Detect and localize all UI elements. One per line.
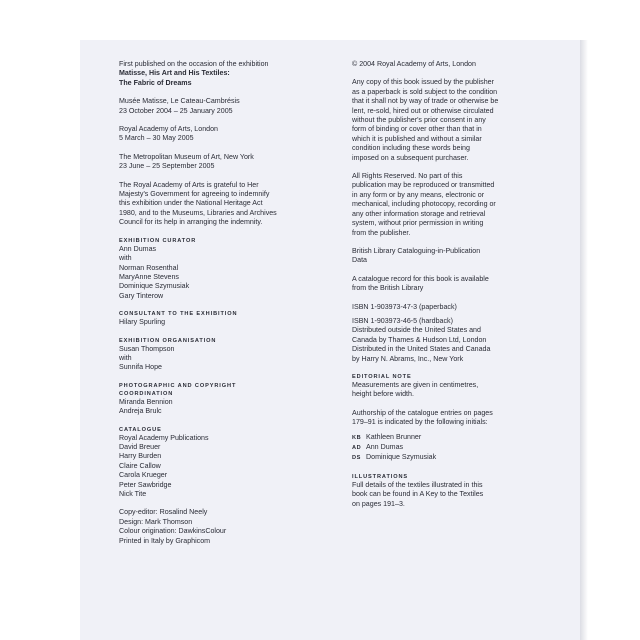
condition-line: lent, re-sold, hired out or otherwise circulated — [352, 106, 494, 115]
distribution-line: Distributed in the United States and Canada — [352, 345, 491, 354]
consultant-line: Hilary Spurling — [119, 318, 166, 327]
initials-name: Kathleen Brunner — [366, 432, 422, 441]
curator-line: Norman Rosenthal — [119, 263, 179, 272]
credit-line: Printed in Italy by Graphicom — [119, 536, 211, 545]
catalogue-heading: CATALOGUE — [119, 426, 162, 433]
condition-line: without the publisher's prior consent in any — [352, 116, 486, 125]
illustrations-line: book can be found in A Key to the Textiles — [352, 490, 484, 499]
cip-line: Data — [352, 256, 367, 265]
organisation-line: Sunnifa Hope — [119, 363, 162, 372]
curator-line: with — [119, 254, 132, 263]
cip-line: British Library Cataloguing-in-Publication — [352, 246, 481, 255]
photo-heading: COORDINATION — [119, 390, 174, 397]
rights-line: system, without prior permission in writing — [352, 219, 484, 228]
indemnity-line: this exhibition under the National Heritage Act — [119, 199, 263, 208]
rights-line: any other information storage and retrieval — [352, 209, 486, 218]
venue-dates: 5 March – 30 May 2005 — [119, 134, 194, 143]
initials-abbr: AD — [352, 445, 362, 451]
catalogue-line: Peter Sawbridge — [119, 480, 172, 489]
catalogue-line: Harry Burden — [119, 452, 162, 461]
left-column — [119, 60, 319, 546]
organisation-heading: EXHIBITION ORGANISATION — [119, 337, 217, 344]
rights-line: mechanical, including photocopy, recording or — [352, 200, 496, 209]
rights-line: publication may be reproduced or transmitted — [352, 181, 495, 190]
photo-line: Andreja Brulc — [119, 407, 162, 416]
indemnity-line: The Royal Academy of Arts is grateful to Her — [119, 180, 259, 189]
condition-line: that it shall not by way of trade or otherwise be — [352, 97, 499, 106]
condition-line: condition including these words being — [352, 144, 470, 153]
curator-line: Gary Tinterow — [119, 291, 164, 300]
initials-row — [352, 453, 527, 463]
condition-line: which it is published and without a similar — [352, 134, 482, 143]
condition-line: imposed on a subsequent purchaser. — [352, 153, 469, 162]
curator-line: MaryAnne Stevens — [119, 272, 179, 281]
photo-heading: PHOTOGRAPHIC AND COPYRIGHT — [119, 382, 237, 389]
initials-name: Dominique Szymusiak — [366, 453, 437, 462]
record-line: A catalogue record for this book is available — [352, 274, 489, 283]
credit-line: Design: Mark Thomson — [119, 517, 193, 526]
title-line: Matisse, His Art and His Textiles: — [119, 69, 230, 78]
book-page — [80, 40, 580, 640]
initials-row — [352, 433, 527, 443]
venue-dates: 23 June – 25 September 2005 — [119, 162, 215, 171]
distribution-line: by Harry N. Abrams, Inc., New York — [352, 354, 464, 363]
indemnity-line: Council for its help in arranging the indemnity. — [119, 218, 263, 227]
condition-line: as a paperback is sold subject to the condition — [352, 87, 498, 96]
page-edge-shadow — [580, 40, 588, 640]
rights-line: from the publisher. — [352, 228, 411, 237]
catalogue-line: David Breuer — [119, 442, 161, 451]
illustrations-heading: ILLUSTRATIONS — [352, 473, 409, 480]
credit-line: Colour origination: DawkinsColour — [119, 527, 227, 536]
catalogue-line: Claire Callow — [119, 461, 161, 470]
editorial-heading: EDITORIAL NOTE — [352, 373, 412, 380]
credit-line: Copy-editor: Rosalind Neely — [119, 508, 208, 517]
catalogue-line: Carola Krueger — [119, 471, 168, 480]
distribution-line: Canada by Thames & Hudson Ltd, London — [352, 335, 487, 344]
venue-name: Royal Academy of Arts, London — [119, 125, 218, 134]
catalogue-line: Royal Academy Publications — [119, 433, 209, 442]
venue-name: Musée Matisse, Le Cateau-Cambrésis — [119, 97, 240, 106]
illustrations-line: on pages 191–3. — [352, 499, 405, 508]
isbn-hardback: ISBN 1-903973-46-5 (hardback) — [352, 316, 453, 325]
curator-heading: EXHIBITION CURATOR — [119, 237, 197, 244]
venue-dates: 23 October 2004 – 25 January 2005 — [119, 106, 233, 115]
venue-name: The Metropolitan Museum of Art, New York — [119, 152, 254, 161]
right-column — [352, 60, 527, 509]
initials-abbr: KB — [352, 434, 362, 441]
condition-line: form of binding or cover other than that in — [352, 125, 482, 134]
authorship-line: 179–91 is indicated by the following initials: — [352, 418, 488, 427]
photo-line: Miranda Bennion — [119, 397, 173, 406]
condition-line: Any copy of this book issued by the publisher — [352, 78, 494, 87]
authorship-line: Authorship of the catalogue entries on pages — [352, 408, 493, 417]
curator-line: Dominique Szymusiak — [119, 282, 190, 291]
rights-line: All Rights Reserved. No part of this — [352, 172, 463, 181]
distribution-line: Distributed outside the United States and — [352, 326, 481, 335]
catalogue-line: Nick Tite — [119, 490, 147, 498]
organisation-line: Susan Thompson — [119, 344, 175, 353]
editorial-line: height before width. — [352, 390, 414, 399]
initials-row — [352, 443, 527, 453]
indemnity-line: Majesty's Government for agreeing to indemnify — [119, 190, 270, 199]
organisation-line: with — [119, 353, 132, 362]
intro-line: First published on the occasion of the exhibition — [119, 60, 269, 68]
initials-abbr: DS — [352, 455, 361, 462]
illustrations-line: Full details of the textiles illustrated in this — [352, 480, 483, 489]
copyright-line: © 2004 Royal Academy of Arts, London — [352, 60, 476, 68]
editorial-line: Measurements are given in centimetres, — [352, 380, 479, 389]
title-line: The Fabric of Dreams — [119, 78, 192, 87]
rights-line: in any form or by any means, electronic or — [352, 190, 485, 199]
initials-name: Ann Dumas — [366, 443, 404, 451]
indemnity-line: 1980, and to the Museums, Libraries and Archives — [119, 208, 277, 217]
isbn-paperback: ISBN 1-903973-47-3 (paperback) — [352, 302, 457, 311]
record-line: from the British Library — [352, 284, 424, 293]
consultant-heading: CONSULTANT TO THE EXHIBITION — [119, 311, 238, 318]
curator-line: Ann Dumas — [119, 244, 157, 253]
